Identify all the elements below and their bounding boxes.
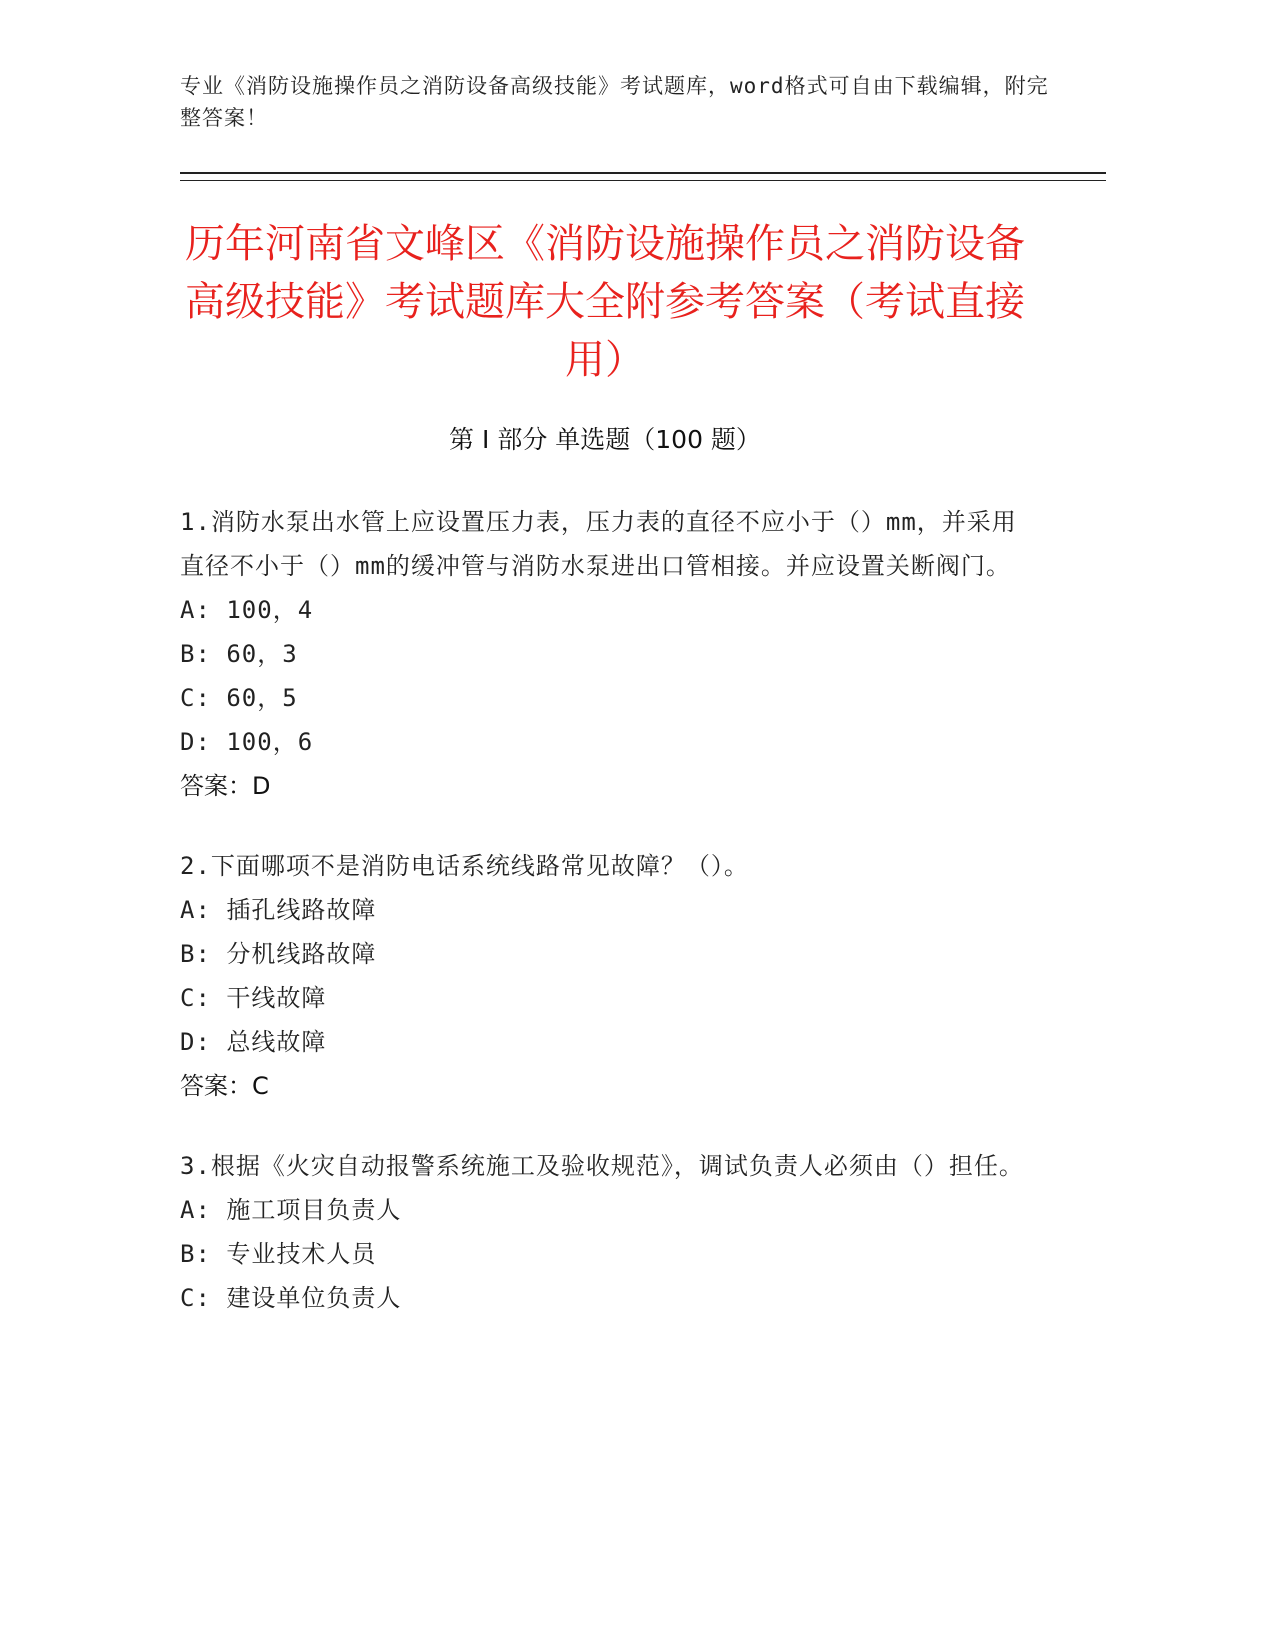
header-note: 专业《消防设施操作员之消防设备高级技能》考试题库，word格式可自由下载编辑，附完整答案！ <box>180 74 1049 130</box>
option-d: D: 总线故障 <box>180 1028 327 1056</box>
option-d: D: 100，6 <box>180 728 314 756</box>
header-rule-thin <box>180 180 1106 181</box>
question-text: 3.根据《火灾自动报警系统施工及验收规范》，调试负责人必须由（）担任。 <box>180 1152 1024 1180</box>
question-list <box>180 500 1030 1356</box>
option-b: B: 60，3 <box>180 640 298 668</box>
option-b: B: 分机线路故障 <box>180 940 377 968</box>
answer-text: 答案：C <box>180 1072 269 1100</box>
question-item <box>180 500 1030 808</box>
option-a: A: 100，4 <box>180 596 314 624</box>
option-c: C: 建设单位负责人 <box>180 1284 402 1312</box>
option-b: B: 专业技术人员 <box>180 1240 377 1268</box>
document-title: 历年河南省文峰区《消防设施操作员之消防设备高级技能》考试题库大全附参考答案（考试直接用） <box>185 221 1025 383</box>
option-c: C: 干线故障 <box>180 984 327 1012</box>
question-text: 1.消防水泵出水管上应设置压力表，压力表的直径不应小于（）mm，并采用直径不小于（）mm的缓冲管与消防水泵进出口管相接。并应设置关断阀门。 <box>180 508 1017 580</box>
question-item <box>180 1144 1030 1320</box>
option-a: A: 施工项目负责人 <box>180 1196 402 1224</box>
section-heading: 第 I 部分 单选题（100 题） <box>449 425 761 454</box>
question-item <box>180 844 1030 1108</box>
answer-text: 答案：D <box>180 772 271 800</box>
header-rule-thick <box>180 172 1106 174</box>
option-c: C: 60，5 <box>180 684 298 712</box>
question-text: 2.下面哪项不是消防电话系统线路常见故障？（）。 <box>180 852 749 880</box>
option-a: A: 插孔线路故障 <box>180 896 377 924</box>
